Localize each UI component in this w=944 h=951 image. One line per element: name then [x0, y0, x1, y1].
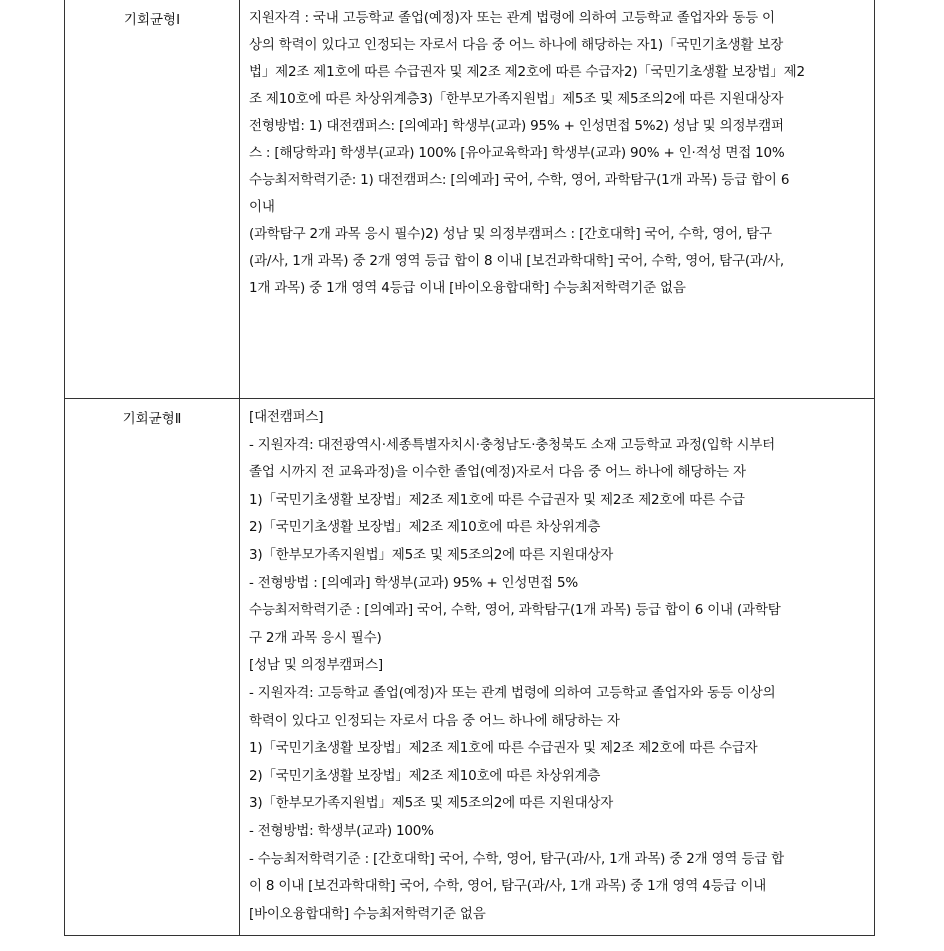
content-line: 수능최저학력기준 : [의예과] 국어, 수학, 영어, 과학탐구(1개 과목) 등급 합이 6 이내 (과학탐 — [249, 602, 781, 619]
content-line: 상의 학력이 있다고 인정되는 자로서 다음 중 어느 하나에 해당하는 자1)「국민기초생활 보장 — [249, 37, 784, 53]
content-line: 수능최저학력기준: 1) 대전캠퍼스: [의예과] 국어, 수학, 영어, 과학탐구(1개 과목) 등급 합이 6 — [249, 172, 790, 188]
row-label: 기회균형Ⅱ — [65, 399, 240, 936]
content-line: - 전형방법: 학생부(교과) 100% — [249, 822, 434, 839]
content-line: [성남 및 의정부캠퍼스] — [249, 657, 383, 674]
content-line: - 지원자격: 고등학교 졸업(예정)자 또는 관계 법령에 의하여 고등학교 졸업자와 동등 이상의 — [249, 684, 776, 701]
table-row — [65, 0, 875, 399]
content-line: - 수능최저학력기준 : [간호대학] 국어, 수학, 영어, 탐구(과/사, 1개 과목) 중 2개 영역 등급 합 — [249, 850, 784, 867]
content-line: 스 : [해당학과] 학생부(교과) 100% [유아교육학과] 학생부(교과) 90% + 인·적성 면접 10% — [249, 145, 785, 161]
content-line: 1)「국민기초생활 보장법」제2조 제1호에 따른 수급권자 및 제2조 제2호에 따른 수급 — [249, 491, 745, 508]
content-line: 2)「국민기초생활 보장법」제2조 제10호에 따른 차상위계층 — [249, 767, 601, 784]
content-line: 지원자격 : 국내 고등학교 졸업(예정)자 또는 관계 법령에 의하여 고등학교 졸업자와 동등 이 — [249, 10, 775, 26]
content-line: (과/사, 1개 과목) 중 2개 영역 등급 합이 8 이내 [보건과학대학] 국어, 수학, 영어, 탐구(과/사, — [249, 253, 785, 269]
content-line: 조 제10호에 따른 차상위계층3)「한부모가족지원법」제5조 및 제5조의2에 따른 지원대상자 — [249, 91, 784, 107]
content-line: 1개 과목) 중 1개 영역 4등급 이내 [바이오융합대학] 수능최저학력기준 없음 — [249, 280, 686, 296]
content-line: [대전캠퍼스] — [249, 409, 324, 425]
row-label: 기회균형Ⅰ — [65, 0, 240, 399]
content-line: 3)「한부모가족지원법」제5조 및 제5조의2에 따른 지원대상자 — [249, 795, 614, 812]
content-line: 이 8 이내 [보건과학대학] 국어, 수학, 영어, 탐구(과/사, 1개 과목) 중 1개 영역 4등급 이내 — [249, 878, 767, 895]
content-line: 2)「국민기초생활 보장법」제2조 제10호에 따른 차상위계층 — [249, 519, 601, 536]
content-line: 졸업 시까지 전 교육과정)을 이수한 졸업(예정)자로서 다음 중 어느 하나에 해당하는 자 — [249, 464, 746, 481]
content-line: (과학탐구 2개 과목 응시 필수)2) 성남 및 의정부캠퍼스 : [간호대학] 국어, 수학, 영어, 탐구 — [249, 226, 772, 242]
content-line: [바이오융합대학] 수능최저학력기준 없음 — [249, 905, 486, 922]
content-line: - 전형방법 : [의예과] 학생부(교과) 95% + 인성면접 5% — [249, 574, 579, 591]
content-line: 전형방법: 1) 대전캠퍼스: [의예과] 학생부(교과) 95% + 인성면접 5%2) 성남 및 의정부캠퍼 — [249, 118, 784, 134]
row-content — [240, 399, 875, 936]
admission-table — [64, 0, 875, 936]
content-line: 3)「한부모가족지원법」제5조 및 제5조의2에 따른 지원대상자 — [249, 546, 614, 563]
content-line: 이내 — [249, 199, 275, 215]
content-line: 구 2개 과목 응시 필수) — [249, 629, 382, 646]
content-line: - 지원자격: 대전광역시·세종특별자치시·충청남도·충청북도 소재 고등학교 과정(입학 시부터 — [249, 436, 776, 453]
content-line: 학력이 있다고 인정되는 자로서 다음 중 어느 하나에 해당하는 자 — [249, 712, 620, 729]
content-line: 법」제2조 제1호에 따른 수급권자 및 제2조 제2호에 따른 수급자2)「국민기초생활 보장법」제2 — [249, 64, 805, 80]
table-row — [65, 399, 875, 936]
content-line: 1)「국민기초생활 보장법」제2조 제1호에 따른 수급권자 및 제2조 제2호에 따른 수급자 — [249, 740, 758, 757]
row-content — [240, 0, 875, 399]
